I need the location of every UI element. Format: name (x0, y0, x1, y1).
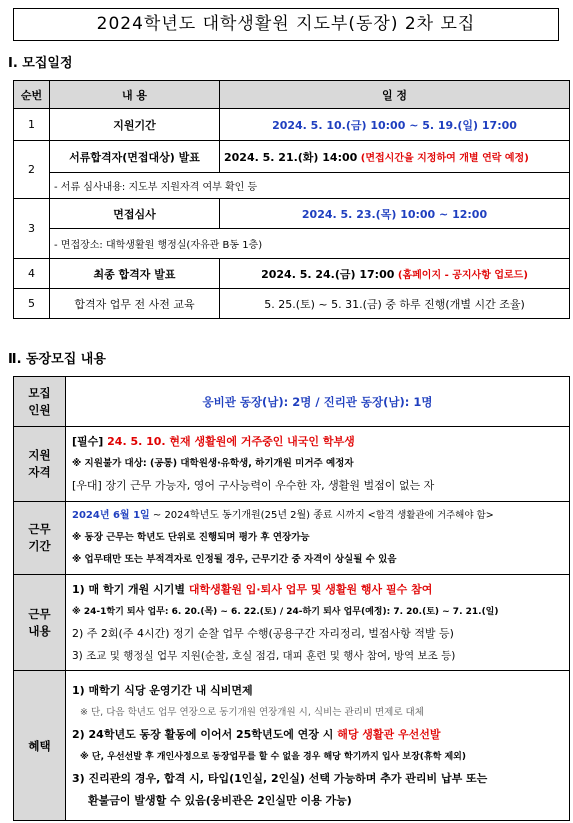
row-num: 4 (14, 259, 50, 289)
row-schedule-cell (220, 141, 570, 173)
duties-label: 근무 내용 (14, 575, 66, 671)
duty-1-text: 대학생활원 입·퇴사 업무 및 생활원 행사 필수 참여 (188, 582, 433, 596)
duty-2: 2) 주 2회(주 4시간) 정기 순찰 업무 수행(공용구간 자리정리, 벌점사항 적발 등) (72, 626, 454, 640)
period-note: <합격 생활관에 거주해야 함> (364, 510, 494, 521)
benefits-content (66, 671, 570, 821)
row-num: 1 (14, 109, 50, 141)
row-schedule: 2024. 5. 10.(금) 10:00 ~ 5. 19.(일) 17:00 (220, 109, 570, 141)
period-row (14, 502, 570, 575)
period-label: 근무 기간 (14, 502, 66, 575)
benefit-2-prefix: 2) 24학년도 동장 활동에 이어서 25학년도에 연장 시 (72, 727, 338, 741)
duties-row (14, 575, 570, 671)
benefit-2-text: 해당 생활관 우선선발 (337, 727, 441, 741)
row-schedule: 2024. 5. 23.(목) 10:00 ~ 12:00 (220, 199, 570, 229)
period-start: 2024년 6월 1일 (72, 510, 150, 521)
period-content (66, 502, 570, 575)
table-subrow (14, 173, 570, 199)
duty-1-prefix: 1) 매 학기 개원 시기별 (72, 582, 189, 596)
schedule-table (13, 80, 570, 319)
table-row (14, 199, 570, 229)
page-title: 2024학년도 대학생활원 지도부(동장) 2차 모집 (13, 8, 559, 41)
qualification-label: 지원 자격 (14, 427, 66, 502)
row-schedule: 5. 25.(토) ~ 5. 31.(금) 중 하루 진행(개별 시간 조율) (220, 289, 570, 319)
row-item: 합격자 업무 전 사전 교육 (50, 289, 220, 319)
table-row (14, 141, 570, 173)
table-row (14, 289, 570, 319)
header-schedule: 일 정 (220, 81, 570, 109)
benefit-1: 1) 매학기 식당 운영기간 내 식비면제 (72, 683, 253, 697)
row-num: 5 (14, 289, 50, 319)
benefit-3-line2: 환불금이 발생할 수 있음(웅비관은 2인실만 이용 가능) (88, 793, 352, 807)
recruit-label: 모집 인원 (14, 377, 66, 427)
row-item: 서류합격자(면접대상) 발표 (50, 141, 220, 173)
row-schedule: 2024. 5. 21.(화) 14:00 (224, 150, 358, 164)
benefits-row (14, 671, 570, 821)
period-disqualify: ※ 업무태만 또는 부적격자로 인정될 경우, 근무기간 중 자격이 상실될 수 있음 (72, 554, 397, 565)
table-subrow (14, 229, 570, 259)
section-recruit-heading: Ⅱ. 동장모집 내용 (8, 352, 106, 367)
row-num: 3 (14, 199, 50, 259)
row-schedule-cell (220, 259, 570, 289)
benefits-label: 혜택 (14, 671, 66, 821)
qual-required-text: 24. 5. 10. 현재 생활원에 거주중인 내국인 학부생 (107, 435, 355, 448)
benefit-2-note: ※ 단, 우선선발 후 개인사정으로 동장업무를 할 수 없을 경우 해당 학기까지 입사 보장(휴학 제외) (80, 751, 466, 762)
recruit-text: 웅비관 동장(남): 2명 / 진리관 동장(남): 1명 (66, 377, 570, 427)
table-header-row (14, 81, 570, 109)
recruit-details-table (13, 376, 570, 821)
recruit-row (14, 377, 570, 427)
section-schedule-heading: Ⅰ. 모집일정 (8, 56, 73, 71)
row-item: 면접심사 (50, 199, 220, 229)
row-item: 최종 합격자 발표 (50, 259, 220, 289)
row-sub: - 면접장소: 대학생활원 행정실(자유관 B동 1층) (50, 229, 570, 259)
period-end: ~ 2024학년도 동기개원(25년 2월) 종료 시까지 (149, 510, 365, 521)
row-schedule-note: (홈페이지 - 공지사항 업로드) (397, 269, 528, 281)
qual-preferred: [우대] 장기 근무 가능자, 영어 구사능력이 우수한 자, 생활원 벌점이 없는 자 (72, 479, 435, 492)
duty-1-note: ※ 24-1학기 퇴사 업무: 6. 20.(목) ~ 6. 22.(토) / 24-하기 퇴사 업무(예정): 7. 20.(토) ~ 7. 21.(일) (72, 606, 499, 617)
header-num: 순번 (14, 81, 50, 109)
table-row (14, 109, 570, 141)
period-extension: ※ 동장 근무는 학년도 단위로 진행되며 평가 후 연장가능 (72, 532, 310, 543)
qual-required-prefix: [필수] (72, 435, 108, 448)
duties-content (66, 575, 570, 671)
row-schedule-note: (면접시간을 지정하여 개별 연락 예정) (360, 152, 529, 164)
row-num: 2 (14, 141, 50, 199)
row-sub: - 서류 심사내용: 지도부 지원자격 여부 확인 등 (50, 173, 570, 199)
benefit-1-note: ※ 단, 다음 학년도 업무 연장으로 동기개원 연장개원 시, 식비는 관리비 면제로 대체 (80, 706, 424, 718)
qual-exclusion: ※ 지원불가 대상: (공통) 대학원생·유학생, 하기개원 미거주 예정자 (72, 458, 354, 469)
qualification-content (66, 427, 570, 502)
row-schedule: 2024. 5. 24.(금) 17:00 (261, 267, 395, 281)
benefit-3-line1: 3) 진리관의 경우, 합격 시, 타입(1인실, 2인실) 선택 가능하며 추가 관리비 납부 또는 (72, 771, 488, 785)
row-item: 지원기간 (50, 109, 220, 141)
qualification-row (14, 427, 570, 502)
header-item: 내 용 (50, 81, 220, 109)
duty-3: 3) 조교 및 행정실 업무 지원(순찰, 호실 점검, 대피 훈련 및 행사 참여, 방역 보조 등) (72, 649, 456, 662)
table-row (14, 259, 570, 289)
